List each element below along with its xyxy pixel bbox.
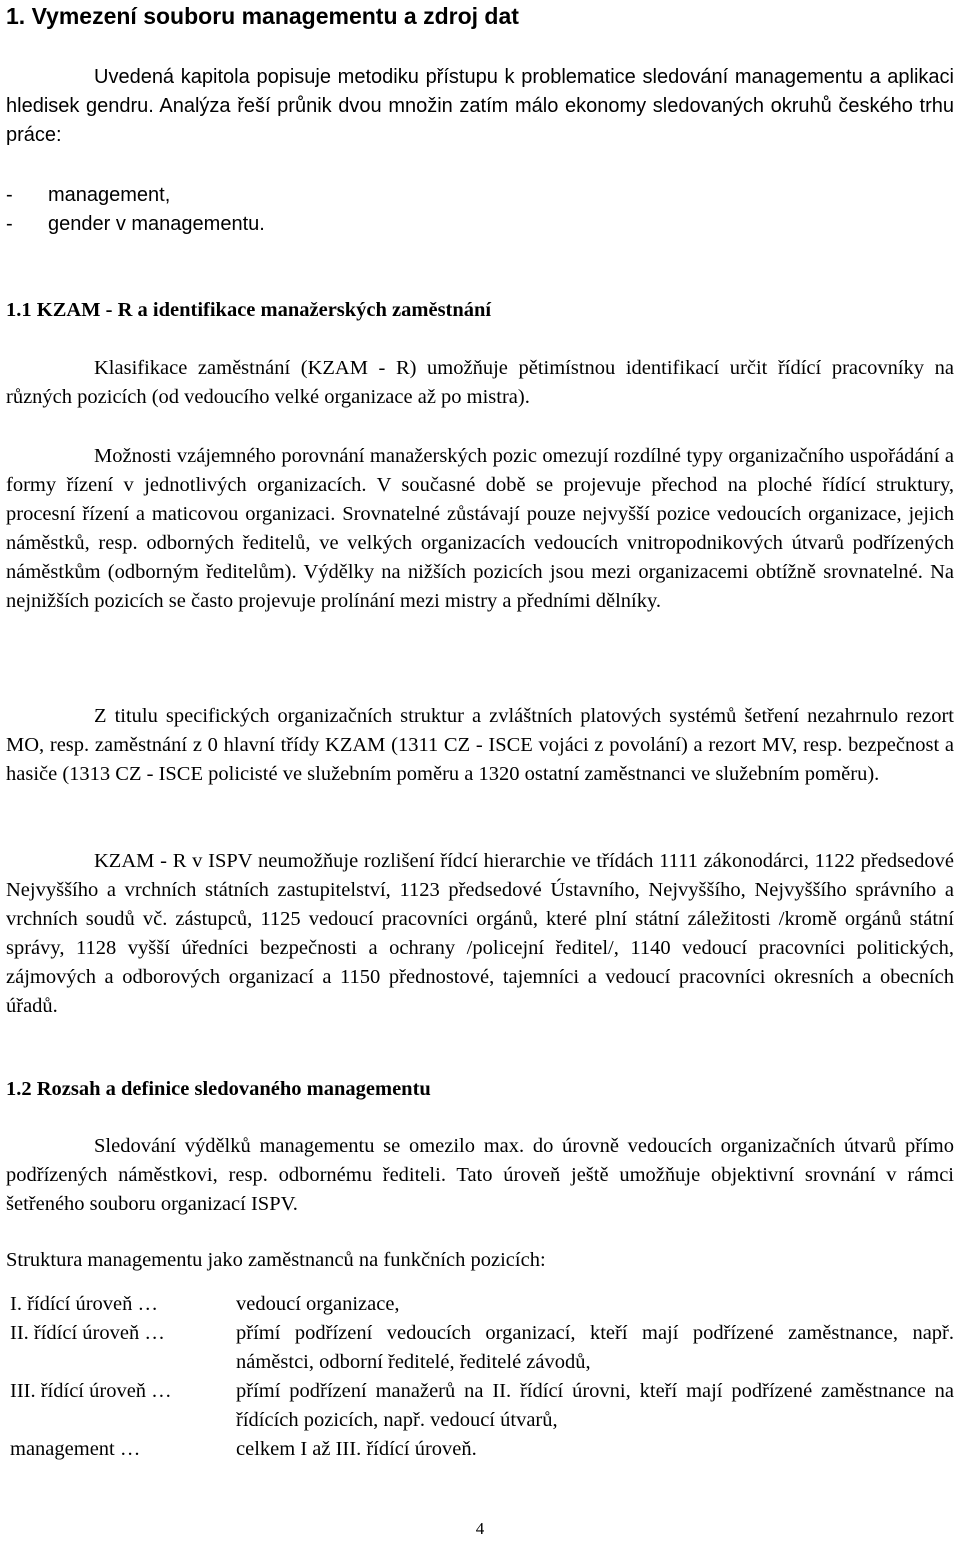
paragraph-text: Možnosti vzájemného porovnání manažerských pozic omezují rozdílné typy organizačního uspořádání a formy řízení v jednotlivých organizacích. V současné době se projevuje přechod na ploché řídící struktury, procesní řízení a maticovou organizaci. Srovnatelné zůstávají pouze nejvyšší pozice vedoucích organizace, jejich náměstků, resp. odborných ředitelů, ve velkých organizacích vedoucích vnitropodnikových útvarů podřízených náměstkům (odborným ředitelům). Výdělky na nižších pozicích jsou mezi organizacemi obtížně srovnatelné. Na nejnižších pozicích se často projevuje prolínání mezi mistry a předními dělníky.: [6, 445, 954, 612]
paragraph-kzam-ispv: [6, 847, 954, 1021]
paragraph-klasifikace: [6, 354, 954, 412]
paragraph-z-titulu: [6, 702, 954, 789]
intro-paragraph: [6, 63, 954, 150]
list-item: - gender v managementu.: [6, 210, 265, 239]
paragraph-moznosti: [6, 442, 954, 616]
section-heading-1-1: 1.1 KZAM - R a identifikace manažerských zaměstnání: [6, 299, 492, 321]
level-value: přímí podřízení manažerů na II. řídící úrovni, kteří mají podřízené zaměstnance na řídících pozicích, např. vedoucí útvarů,: [236, 1380, 954, 1431]
struktura-intro-text: Struktura managementu jako zaměstnanců na funkčních pozicích:: [6, 1249, 546, 1271]
paragraph-text: Sledování výdělků managementu se omezilo max. do úrovně vedoucích organizačních útvarů přímo podřízených náměstkovi, resp. odbornému řediteli. Tato úroveň ještě umožňuje objektivní srovnání v rámci šetřeného souboru organizací ISPV.: [6, 1135, 954, 1215]
paragraph-text: Z titulu specifických organizačních struktur a zvláštních platových systémů šetření nezahrnulo rezort MO, resp. zaměstnání z 0 hlavní třídy KZAM (1311 CZ - ISCE vojáci z povolání) a rezort MV, resp. bezpečnost a hasiče (1313 CZ - ISCE policisté ve služebním poměru a 1320 ostatní zaměstnanci ve služebním poměru).: [6, 705, 954, 785]
level-row: [10, 1290, 954, 1319]
paragraph-text: Klasifikace zaměstnání (KZAM - R) umožňuje pětimístnou identifikací určit řídící pracovníky na různých pozicích (od vedoucího velké organizace až po mistra).: [6, 357, 954, 408]
level-key: II. řídící úroveň …: [10, 1322, 165, 1344]
level-row: [10, 1377, 954, 1435]
section-heading-1-2: 1.2 Rozsah a definice sledovaného managementu: [6, 1078, 431, 1100]
struktura-intro: [6, 1246, 954, 1275]
level-key: management …: [10, 1438, 141, 1460]
level-value: vedoucí organizace,: [236, 1293, 400, 1315]
chapter-heading: 1. Vymezení souboru managementu a zdroj dat: [6, 3, 519, 29]
list-item: - management,: [6, 181, 265, 210]
dash-list: [6, 181, 265, 239]
paragraph-sledovani: [6, 1132, 954, 1219]
intro-text: Uvedená kapitola popisuje metodiku přístupu k problematice sledování managementu a aplikaci hledisek gendru. Analýza řeší průnik dvou množin zatím málo ekonomy sledovaných okruhů českého trhu práce:: [6, 66, 954, 146]
management-levels-list: [10, 1290, 954, 1464]
level-key: III. řídící úroveň …: [10, 1380, 172, 1402]
level-value: celkem I až III. řídící úroveň.: [236, 1438, 477, 1460]
page-number: 4: [475, 1519, 485, 1538]
level-row: [10, 1319, 954, 1377]
level-key: I. řídící úroveň …: [10, 1293, 159, 1315]
level-row: [10, 1435, 954, 1464]
paragraph-text: KZAM - R v ISPV neumožňuje rozlišení řídcí hierarchie ve třídách 1111 zákonodárci, 1122 předsedové Nejvyššího a vrchních státních zastupitelství, 1123 předsedové Ústavního, Nejvyššího, Nejvyššího správního a vrchních soudů vč. zástupců, 1125 vedoucí pracovníci orgánů, které plní státní záležitosti /kromě orgánů státní správy, 1128 vyšší úředníci bezpečnosti a ochrany /policejní ředitel/, 1140 vedoucí pracovníci politických, zájmových a odborových organizací a 1150 přednostové, tajemníci a vedoucí pracovníci okresních a obecních úřadů.: [6, 850, 954, 1017]
level-value: přímí podřízení vedoucích organizací, kteří mají podřízené zaměstnance, např. náměstci, odborní ředitelé, ředitelé závodů,: [236, 1322, 954, 1373]
